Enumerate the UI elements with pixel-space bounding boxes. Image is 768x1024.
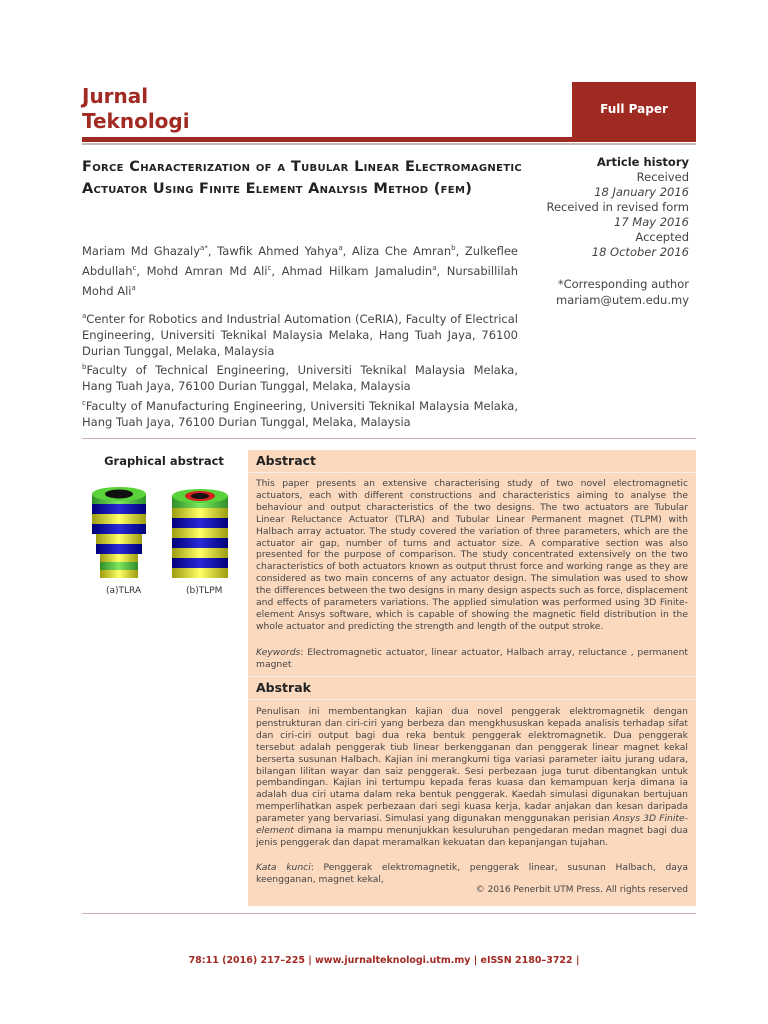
graphical-abstract-figure — [88, 482, 248, 582]
author-affil-mark: c — [267, 263, 272, 272]
accepted-label: Accepted — [635, 230, 689, 244]
journal-name-line2: Teknologi — [82, 109, 190, 133]
revised-date: 17 May 2016 — [614, 215, 689, 229]
kata-kunci-text: : Penggerak elektromagnetik, penggerak linear, susunan Halbach, daya keengganan, magnet kekal, — [256, 862, 688, 885]
abstract-heading: Abstract — [256, 453, 317, 468]
author-name: , Tawfik Ahmed Yahya — [207, 243, 339, 258]
figure-caption-a: (a)TLRA — [106, 586, 142, 596]
tlpm-actuator-icon — [172, 489, 228, 578]
affiliation-text: Faculty of Manufacturing Engineering, Universiti Teknikal Malaysia Melaka, Hang Tuah Jaya, 76100 Durian Tunggal, Melaka, Malaysia — [82, 398, 518, 429]
affiliation-mark: c — [82, 398, 86, 407]
page-footer: 78:11 (2016) 217–225 | www.jurnalteknologi.utm.my | eISSN 2180–3722 | — [188, 955, 580, 966]
abstrak-keywords — [256, 862, 688, 886]
affiliation-item — [82, 359, 518, 394]
author-name: , Ahmad Hilkam Jamaludin — [271, 263, 433, 278]
abstrak-top-rule — [248, 676, 696, 677]
corresponding-author — [528, 276, 689, 308]
tlra-actuator-icon — [92, 487, 146, 578]
corresponding-email[interactable]: mariam@utem.edu.my — [556, 293, 689, 307]
keywords-label: Keywords — [256, 647, 301, 658]
abstract-keywords — [256, 647, 688, 671]
author-affil-mark: a — [432, 263, 437, 272]
graphical-abstract-title: Graphical abstract — [104, 454, 224, 468]
abstrak-text — [256, 706, 688, 849]
journal-name-line1: Jurnal — [82, 84, 149, 108]
history-title: Article history — [596, 155, 689, 169]
author-name: , Mohd Amran Md Ali — [136, 263, 268, 278]
copyright-notice: © 2016 Penerbit UTM Press. All rights reserved — [475, 885, 688, 895]
paper-title: Force Characterization of a Tubular Linear Electromagnetic Actuator Using Finite Element Analysis Method (fem) — [82, 159, 522, 197]
author-affil-mark: a* — [200, 244, 208, 252]
header-rule — [82, 137, 696, 142]
affiliation-mark: a — [82, 312, 87, 320]
paper-type-label: Full Paper — [600, 102, 668, 116]
affiliation-item — [82, 395, 518, 430]
affiliation-text: Center for Robotics and Industrial Automation (CeRIA), Faculty of Electrical Engineering, Universiti Teknikal Malaysia Melaka, Hang Tuah Jaya, 76100 Durian Tunggal, Melaka, Malaysia — [82, 311, 518, 359]
abstrak-heading: Abstrak — [256, 680, 311, 695]
article-history — [528, 155, 689, 260]
bottom-divider — [82, 913, 696, 914]
received-date: 18 January 2016 — [594, 185, 689, 199]
author-name: , Aliza Che Amran — [342, 243, 452, 258]
abstract-heading-rule — [248, 472, 696, 473]
abstract-text: This paper presents an extensive characterising study of two novel electromagnetic actuators, each with different constructions and characteristics aiming to analyse the behaviour and output characteristics of the two designs. The two actuators are Tubular Linear Reluctance Actuator (TLRA) and Tubular Linear Permanent magnet (TLPM) with Halbach array actuator. The study covered the variation of three parameters, which are the actuator air gap, number of turns and actuator size. A comparative section was also presented for the purpose of comparison. The study concentrated extensively on the two characteristics of both actuators known as output thrust force and working range as they are considered as two main concerns of any actuator design. The simulation was used to show the differences between the two designs in many design aspects such as force, displacement and effects of parameters variations. The applied simulation was performed using 3D Finite-element Ansys software, which is capable of showing the magnetic field distribution in the whole actuator and predicting the strength and length of the output stroke. — [256, 478, 688, 632]
affiliation-text: Faculty of Technical Engineering, Universiti Teknikal Malaysia Melaka, Hang Tuah Jaya, 76100 Durian Tunggal, Melaka, Malaysia — [82, 363, 518, 394]
author-affil-mark: c — [132, 263, 137, 272]
abstrak-heading-rule — [248, 699, 696, 700]
author-affil-mark: a — [131, 283, 136, 292]
affiliation-list — [82, 308, 518, 430]
author-name: , Nursabillilah Mohd Ali — [82, 263, 518, 298]
received-label: Received — [636, 170, 689, 184]
header-rule-shadow — [82, 143, 696, 145]
accepted-date: 18 October 2016 — [591, 245, 689, 259]
abstrak-text-part1: Penulisan ini membentangkan kajian dua novel penggerak elektromagnetik dengan penstrukturan dan ciri-ciri yang berbeza dan mengkhususkan kepada analisis terhadap sifat dan ciri-ciri output bagi dua reka bentuk penggerak elektromagnetik. Dua penggerak tersebut adalah penggerak tiub linear berkengganan dan penggerak linear magnet kekal berserta susunan Halbach. Kajian ini merangkumi tiga variasi parameter iaitu jurang udara, bilangan lilitan wayar dan saiz penggerak. Sesi perbezaan juga turut dibentangkan untuk pembandingan. Kajian ini tertumpu kepada feras kuasa dan kemampuan kerja dimana ia adalah dua ciri utama dalam reka bentuk penggerak. Kaedah simulasi digunakan bertujuan memperlihatkan aspek perbezaan dari segi kuasa kerja, kadar anjakan dan kesan daripada parameter yang bervariasi. Simulasi yang digunakan menggunakan perisian — [256, 706, 688, 825]
author-affil-mark: b — [451, 244, 456, 252]
revised-label: Received in revised form — [546, 200, 689, 214]
author-name: , Zulkeflee Abdullah — [82, 243, 518, 278]
author-affil-mark: a — [338, 244, 343, 252]
affiliation-item — [82, 308, 518, 359]
figure-caption-b: (b)TLPM — [186, 586, 223, 596]
section-divider — [82, 438, 696, 439]
abstrak-text-part2: dimana ia mampu menunjukkan kesuluruhan pengedaran medan magnet bagi dua jenis penggerak dan dapat meramalkan kekuatan dan kepanjangan tujahan. — [256, 825, 688, 848]
author-list — [82, 240, 518, 299]
journal-logo — [82, 84, 190, 134]
keywords-text: : Electromagnetic actuator, linear actuator, Halbach array, reluctance , permanent magnet — [256, 647, 688, 670]
abstrak-text-italic: Ansys 3D Finite-element — [256, 813, 688, 837]
kata-kunci-label: Kata kunci — [256, 862, 311, 873]
author-name: Mariam Md Ghazaly — [82, 243, 201, 258]
corresponding-label: *Corresponding author — [557, 277, 689, 291]
affiliation-mark: b — [82, 363, 87, 372]
